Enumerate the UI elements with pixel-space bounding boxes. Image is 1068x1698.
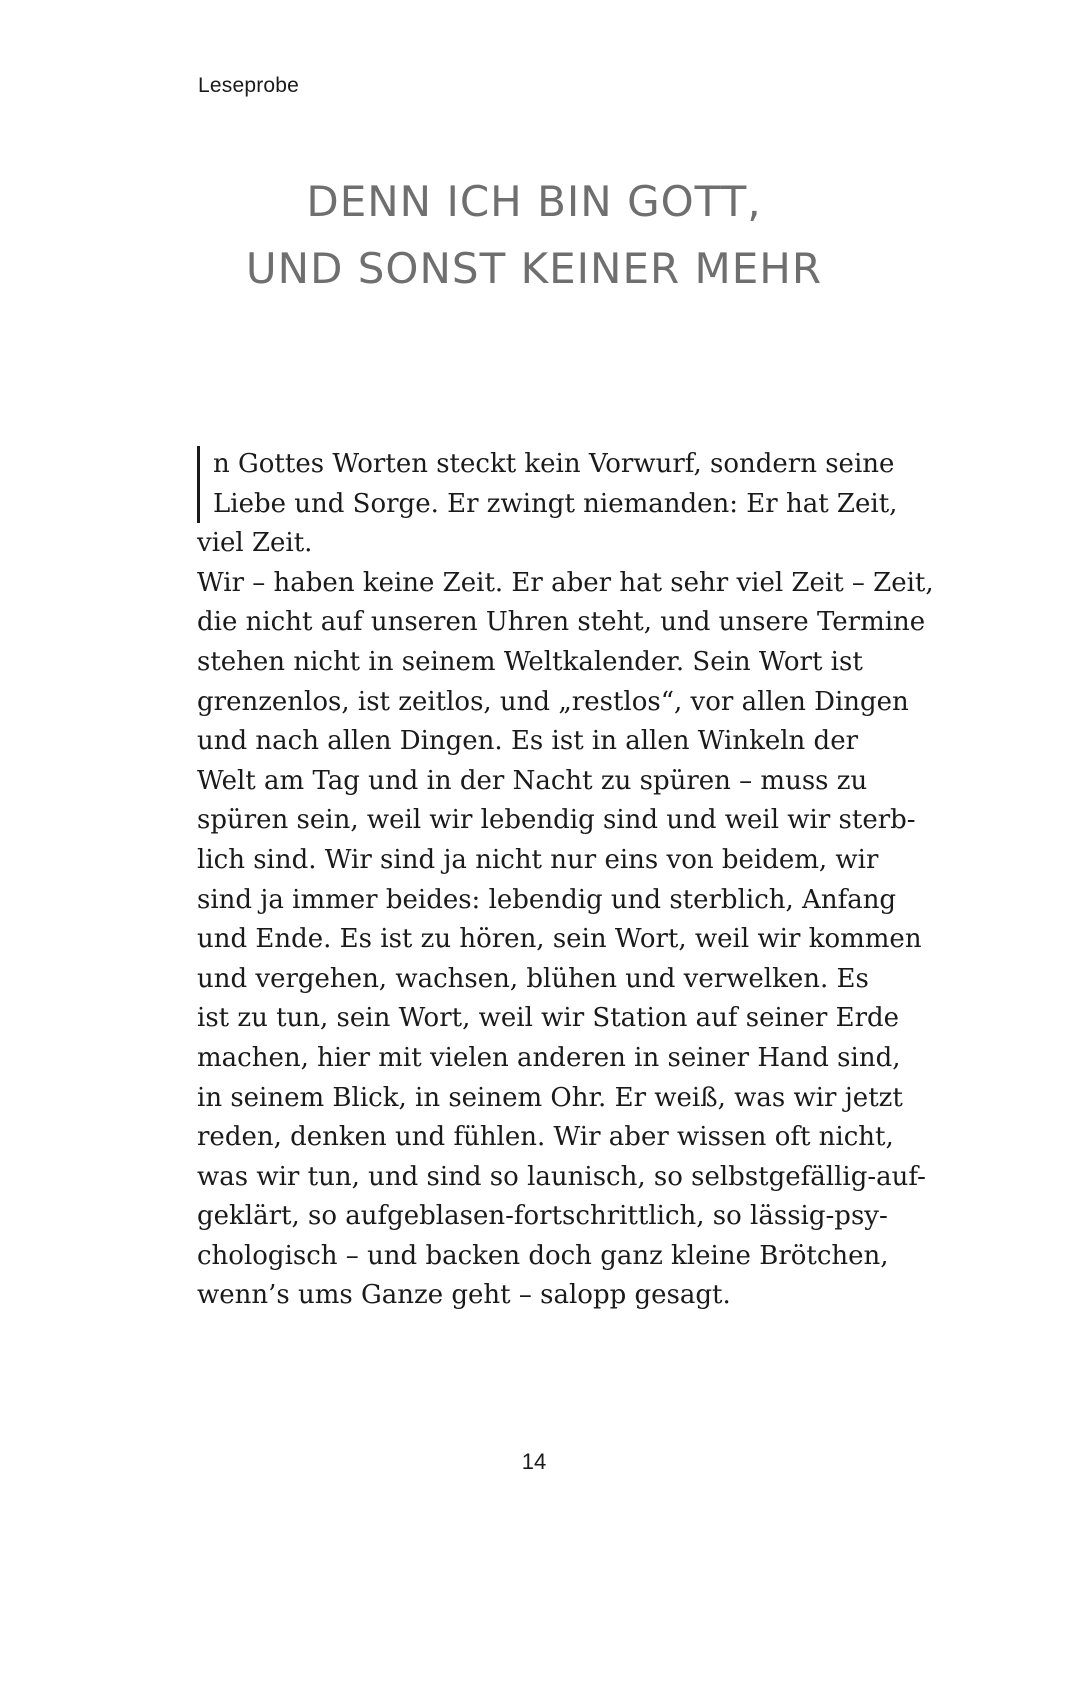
body-line: stehen nicht in seinem Weltkalender. Sein Wort ist: [197, 646, 863, 677]
body-line: viel Zeit.: [197, 528, 313, 559]
chapter-title-line-2: UND SONST KEINER MEHR: [245, 244, 823, 293]
body-line: sind ja immer beides: lebendig und sterblich, Anfang: [197, 884, 897, 915]
body-line: ist zu tun, sein Wort, weil wir Station auf seiner Erde: [197, 1003, 900, 1034]
chapter-title-line-1: DENN ICH BIN GOTT,: [306, 177, 762, 226]
body-line: machen, hier mit vielen anderen in seiner Hand sind,: [197, 1042, 901, 1073]
body-line: die nicht auf unseren Uhren steht, und unsere Termine: [197, 607, 926, 638]
body-line: und vergehen, wachsen, blühen und verwelken. Es: [197, 963, 869, 994]
running-header: Leseprobe: [198, 74, 300, 97]
page-number: 14: [521, 1449, 547, 1474]
body-line: grenzenlos, ist zeitlos, und „restlos“, vor allen Dingen: [197, 686, 909, 717]
body-line: chologisch – und backen doch ganz kleine Brötchen,: [197, 1240, 889, 1271]
body-line: spüren sein, weil wir lebendig sind und weil wir sterb-: [197, 805, 916, 836]
body-line: was wir tun, und sind so launisch, so selbstgefällig-auf-: [197, 1161, 926, 1192]
body-line: und Ende. Es ist zu hören, sein Wort, weil wir kommen: [197, 924, 922, 955]
body-line: n Gottes Worten steckt kein Vorwurf, sondern seine: [213, 449, 895, 479]
body-line: wenn’s ums Ganze geht – salopp gesagt.: [197, 1280, 731, 1311]
body-line: geklärt, so aufgeblasen-fortschrittlich, so lässig-psy-: [197, 1201, 888, 1232]
body-line: in seinem Blick, in seinem Ohr. Er weiß, was wir jetzt: [197, 1082, 903, 1113]
body-line: lich sind. Wir sind ja nicht nur eins von beidem, wir: [197, 844, 879, 875]
body-line: Liebe und Sorge. Er zwingt niemanden: Er hat Zeit,: [213, 488, 898, 519]
body-paragraph: [197, 445, 934, 1316]
body-line: reden, denken und fühlen. Wir aber wissen oft nicht,: [197, 1122, 894, 1153]
body-line: und nach allen Dingen. Es ist in allen Winkeln der: [197, 726, 859, 757]
body-line: Welt am Tag und in der Nacht zu spüren – muss zu: [197, 765, 868, 796]
chapter-title: [0, 168, 1068, 302]
body-line: Wir – haben keine Zeit. Er aber hat sehr viel Zeit – Zeit,: [197, 567, 934, 598]
